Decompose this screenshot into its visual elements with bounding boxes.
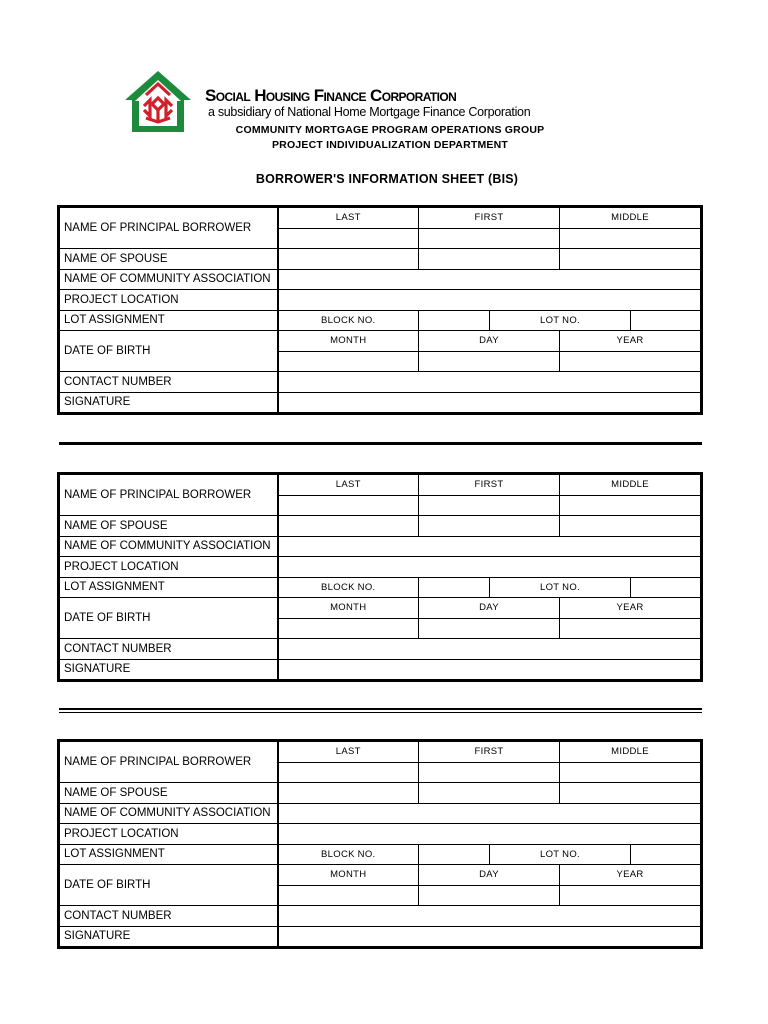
organization-name: Social Housing Finance Corporation <box>205 86 457 105</box>
section-divider <box>59 442 702 445</box>
spouse-first-name-field[interactable] <box>419 249 560 270</box>
birth-day-field[interactable] <box>419 618 560 639</box>
month-header: MONTH <box>278 865 419 886</box>
lot-no-field[interactable] <box>631 577 702 598</box>
signature-field[interactable] <box>278 659 702 681</box>
borrower-last-name-field[interactable] <box>278 228 419 249</box>
spouse-label: NAME OF SPOUSE <box>59 249 278 270</box>
lot-assignment-label: LOT ASSIGNMENT <box>59 310 278 331</box>
borrower-middle-name-field[interactable] <box>560 762 702 783</box>
community-association-field[interactable] <box>278 803 702 824</box>
middle-name-header: MIDDLE <box>560 474 702 496</box>
borrower-middle-name-field[interactable] <box>560 228 702 249</box>
birth-month-field[interactable] <box>278 885 419 906</box>
spouse-first-name-field[interactable] <box>419 516 560 537</box>
lot-no-field[interactable] <box>631 310 702 331</box>
borrower-first-name-field[interactable] <box>419 228 560 249</box>
project-location-label: PROJECT LOCATION <box>59 557 278 578</box>
year-header: YEAR <box>560 331 702 352</box>
contact-number-label: CONTACT NUMBER <box>59 372 278 393</box>
birth-day-field[interactable] <box>419 351 560 372</box>
signature-label: SIGNATURE <box>59 926 278 948</box>
signature-label: SIGNATURE <box>59 392 278 414</box>
spouse-label: NAME OF SPOUSE <box>59 516 278 537</box>
block-no-field[interactable] <box>419 310 490 331</box>
project-location-field[interactable] <box>278 290 702 311</box>
spouse-middle-name-field[interactable] <box>560 783 702 804</box>
date-of-birth-label: DATE OF BIRTH <box>59 331 278 372</box>
community-association-label: NAME OF COMMUNITY ASSOCIATION <box>59 269 278 290</box>
project-location-field[interactable] <box>278 557 702 578</box>
borrower-last-name-field[interactable] <box>278 762 419 783</box>
contact-number-label: CONTACT NUMBER <box>59 639 278 660</box>
borrower-first-name-field[interactable] <box>419 762 560 783</box>
middle-name-header: MIDDLE <box>560 207 702 229</box>
borrower-form-2 <box>57 472 703 682</box>
birth-year-field[interactable] <box>560 885 702 906</box>
contact-number-field[interactable] <box>278 639 702 660</box>
birth-month-field[interactable] <box>278 351 419 372</box>
sheet-title: BORROWER'S INFORMATION SHEET (BIS) <box>255 172 519 186</box>
spouse-last-name-field[interactable] <box>278 783 419 804</box>
spouse-first-name-field[interactable] <box>419 783 560 804</box>
borrower-first-name-field[interactable] <box>419 495 560 516</box>
lot-assignment-label: LOT ASSIGNMENT <box>59 844 278 865</box>
first-name-header: FIRST <box>419 207 560 229</box>
lot-no-label: LOT NO. <box>490 577 631 598</box>
lot-no-label: LOT NO. <box>490 844 631 865</box>
birth-day-field[interactable] <box>419 885 560 906</box>
lot-assignment-label: LOT ASSIGNMENT <box>59 577 278 598</box>
signature-field[interactable] <box>278 926 702 948</box>
principal-borrower-label: NAME OF PRINCIPAL BORROWER <box>59 474 278 516</box>
borrower-form-1 <box>57 205 703 415</box>
principal-borrower-label: NAME OF PRINCIPAL BORROWER <box>59 207 278 249</box>
day-header: DAY <box>419 865 560 886</box>
spouse-last-name-field[interactable] <box>278 516 419 537</box>
month-header: MONTH <box>278 331 419 352</box>
birth-year-field[interactable] <box>560 351 702 372</box>
date-of-birth-label: DATE OF BIRTH <box>59 865 278 906</box>
day-header: DAY <box>419 331 560 352</box>
month-header: MONTH <box>278 598 419 619</box>
department-name: PROJECT INDIVIDUALIZATION DEPARTMENT <box>271 139 509 151</box>
project-location-label: PROJECT LOCATION <box>59 290 278 311</box>
community-association-label: NAME OF COMMUNITY ASSOCIATION <box>59 536 278 557</box>
principal-borrower-label: NAME OF PRINCIPAL BORROWER <box>59 741 278 783</box>
signature-field[interactable] <box>278 392 702 414</box>
last-name-header: LAST <box>278 207 419 229</box>
project-location-field[interactable] <box>278 824 702 845</box>
spouse-middle-name-field[interactable] <box>560 516 702 537</box>
block-no-label: BLOCK NO. <box>278 310 419 331</box>
borrower-form-3 <box>57 739 703 949</box>
last-name-header: LAST <box>278 741 419 763</box>
day-header: DAY <box>419 598 560 619</box>
signature-label: SIGNATURE <box>59 659 278 681</box>
last-name-header: LAST <box>278 474 419 496</box>
birth-month-field[interactable] <box>278 618 419 639</box>
contact-number-field[interactable] <box>278 906 702 927</box>
middle-name-header: MIDDLE <box>560 741 702 763</box>
lot-no-field[interactable] <box>631 844 702 865</box>
first-name-header: FIRST <box>419 474 560 496</box>
contact-number-field[interactable] <box>278 372 702 393</box>
lot-no-label: LOT NO. <box>490 310 631 331</box>
birth-year-field[interactable] <box>560 618 702 639</box>
organization-subtitle: a subsidiary of National Home Mortgage Finance Corporation <box>208 105 531 119</box>
block-no-label: BLOCK NO. <box>278 577 419 598</box>
block-no-field[interactable] <box>419 577 490 598</box>
community-association-label: NAME OF COMMUNITY ASSOCIATION <box>59 803 278 824</box>
year-header: YEAR <box>560 598 702 619</box>
spouse-last-name-field[interactable] <box>278 249 419 270</box>
spouse-middle-name-field[interactable] <box>560 249 702 270</box>
operations-group: COMMUNITY MORTGAGE PROGRAM OPERATIONS GROUP <box>235 124 545 136</box>
year-header: YEAR <box>560 865 702 886</box>
borrower-last-name-field[interactable] <box>278 495 419 516</box>
block-no-field[interactable] <box>419 844 490 865</box>
community-association-field[interactable] <box>278 269 702 290</box>
community-association-field[interactable] <box>278 536 702 557</box>
date-of-birth-label: DATE OF BIRTH <box>59 598 278 639</box>
project-location-label: PROJECT LOCATION <box>59 824 278 845</box>
contact-number-label: CONTACT NUMBER <box>59 906 278 927</box>
spouse-label: NAME OF SPOUSE <box>59 783 278 804</box>
section-divider <box>59 708 702 713</box>
first-name-header: FIRST <box>419 741 560 763</box>
borrower-middle-name-field[interactable] <box>560 495 702 516</box>
block-no-label: BLOCK NO. <box>278 844 419 865</box>
header <box>0 0 768 200</box>
